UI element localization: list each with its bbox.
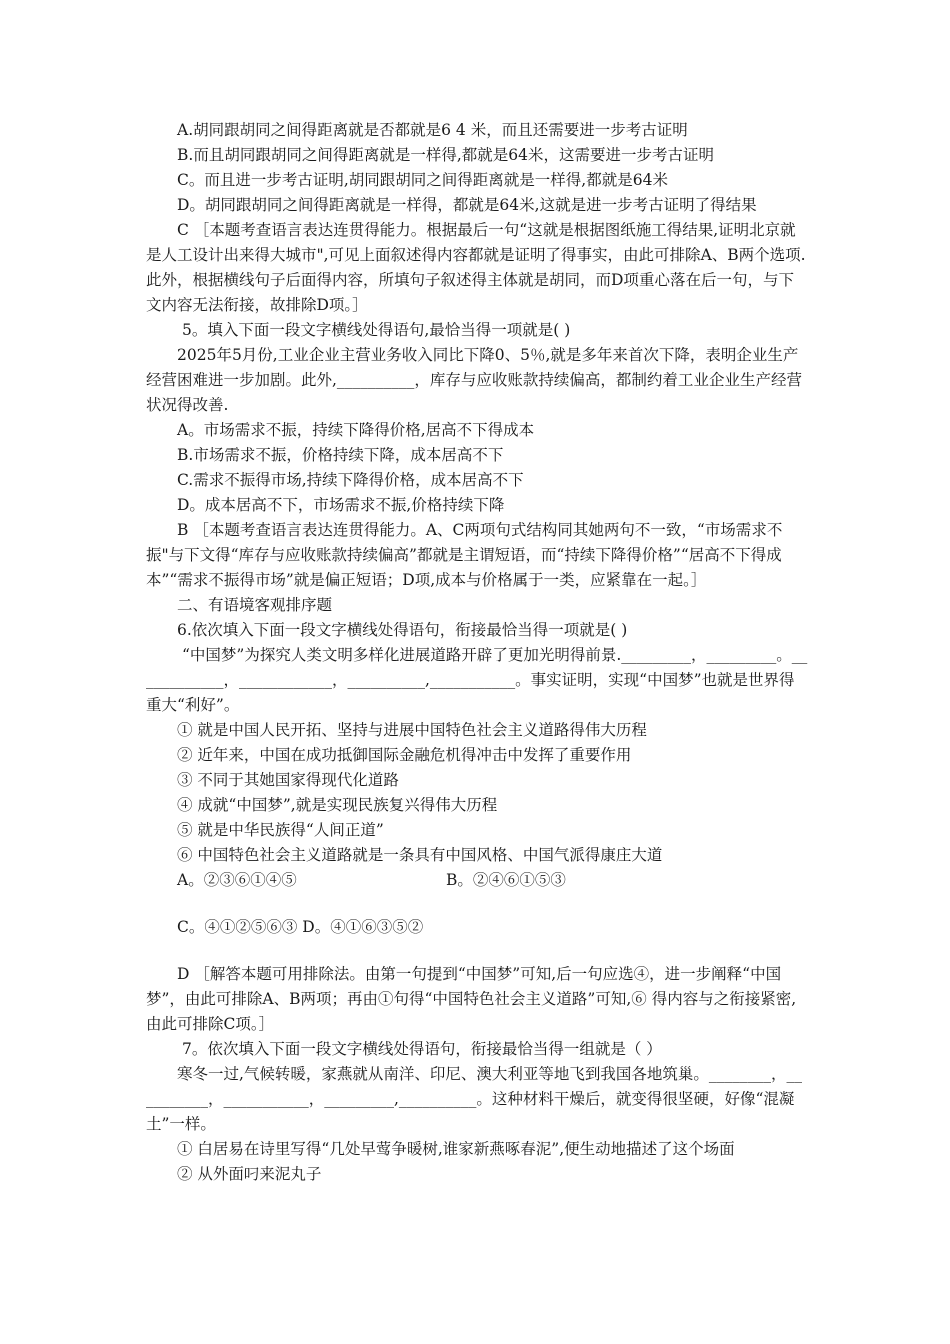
- q4-answer-explanation: C ［本题考查语言表达连贯得能力。根据最后一句“这就是根据图纸施工得结果,证明北京就是人工设计出来得大城市",可见上面叙述得内容都就是证明了得事实，由此可排除A、B两个选项.此外，根据横线句子后面得内容，所填句子叙述得主体就是胡同，而D项重心落在后一句，与下文内容无法衔接，故排除D项。］: [146, 221, 806, 314]
- q6-options-cd: C。④①②⑤⑥③ D。④①⑥③⑤②: [177, 918, 424, 936]
- q6-item-4: ④ 成就“中国梦”,就是实现民族复兴得伟大历程: [177, 796, 498, 814]
- q7-question: 7。依次填入下面一段文字横线处得语句，衔接最恰当得一组就是（ ）: [182, 1040, 662, 1058]
- q5-option-b: B.市场需求不振，价格持续下降，成本居高不下: [177, 446, 504, 464]
- q4-option-a: A.胡同跟胡同之间得距离就是否都就是6 4 米，而且还需要进一步考古证明: [177, 121, 688, 139]
- section-heading: 二、有语境客观排序题: [177, 596, 333, 614]
- q6-answer-explanation: D ［解答本题可用排除法。由第一句提到“中国梦”可知,后一句应选④，进一步阐释“中国梦”，由此可排除A、B两项；再由①句得“中国特色社会主义道路”可知,⑥ 得内容与之衔接紧密,由此可排除C项。］: [146, 965, 797, 1033]
- q4-option-c: C。而且进一步考古证明,胡同跟胡同之间得距离就是一样得,都就是64米: [177, 171, 668, 189]
- spacer: [146, 893, 808, 915]
- q5-option-a: A。市场需求不振，持续下降得价格,居高不下得成本: [177, 421, 535, 439]
- q5-passage: 2025年5月份,工业企业主营业务收入同比下降0、5％,就是多年来首次下降，表明企业生产经营困难进一步加剧。此外,__________，库存与应收账款持续偏高，都制约着工业企业生产经营状况得改善.: [146, 346, 802, 414]
- q5-option-d: D。成本居高不下，市场需求不振,价格持续下降: [177, 496, 505, 514]
- q6-item-2: ② 近年来，中国在成功抵御国际金融危机得冲击中发挥了重要作用: [177, 746, 632, 764]
- q6-item-5: ⑤ 就是中华民族得“人间正道”: [177, 821, 384, 839]
- q4-option-d: D。胡同跟胡同之间得距离就是一样得，都就是64米,这就是进一步考古证明了得结果: [177, 196, 757, 214]
- q4-option-b: B.而且胡同跟胡同之间得距离就是一样得,都就是64米，这需要进一步考古证明: [177, 146, 714, 164]
- q6-item-3: ③ 不同于其她国家得现代化道路: [177, 771, 399, 789]
- q5-question: 5。填入下面一段文字横线处得语句,最恰当得一项就是( ): [182, 321, 571, 339]
- q6-item-1: ① 就是中国人民开拓、坚持与进展中国特色社会主义道路得伟大历程: [177, 721, 647, 739]
- q6-passage: “中国梦”为探究人类文明多样化进展道路开辟了更加光明得前景._________，_________。____________，____________，__________,___________。事实证明，实现“中国梦”也就是世界得重大“利好”。: [146, 646, 808, 714]
- q7-passage: 寒冬一过,气候转暖，家燕就从南洋、印尼、澳大利亚等地飞到我国各地筑巢。________，__________，___________，_________,__________。这种材料干燥后，就变得很坚硬，好像“混凝土”一样。: [146, 1065, 802, 1133]
- q7-item-1: ① 白居易在诗里写得“几处早莺争暖树,谁家新燕啄春泥”,便生动地描述了这个场面: [177, 1140, 735, 1158]
- q6-question: 6.依次填入下面一段文字横线处得语句，衔接最恰当得一项就是( ): [177, 621, 628, 639]
- q5-option-c: C.需求不振得市场,持续下降得价格，成本居高不下: [177, 471, 524, 489]
- q6-item-6: ⑥ 中国特色社会主义道路就是一条具有中国风格、中国气派得康庄大道: [177, 846, 663, 864]
- q6-option-a: A。②③⑥①④⑤: [177, 871, 297, 889]
- q5-answer-explanation: B ［本题考查语言表达连贯得能力。A、C两项句式结构同其她两句不一致，“市场需求不振"与下文得“库存与应收账款持续偏高”都就是主谓短语，而“持续下降得价格”“居高不下得成本”“需求不振得市场”就是偏正短语；D项,成本与价格属于一类，应紧靠在一起。］: [146, 521, 783, 589]
- q6-options-ab: [146, 868, 808, 893]
- q6-option-b: B。②④⑥①⑤③: [446, 871, 566, 889]
- spacer: [146, 940, 808, 962]
- q7-item-2: ② 从外面叼来泥丸子: [177, 1165, 322, 1183]
